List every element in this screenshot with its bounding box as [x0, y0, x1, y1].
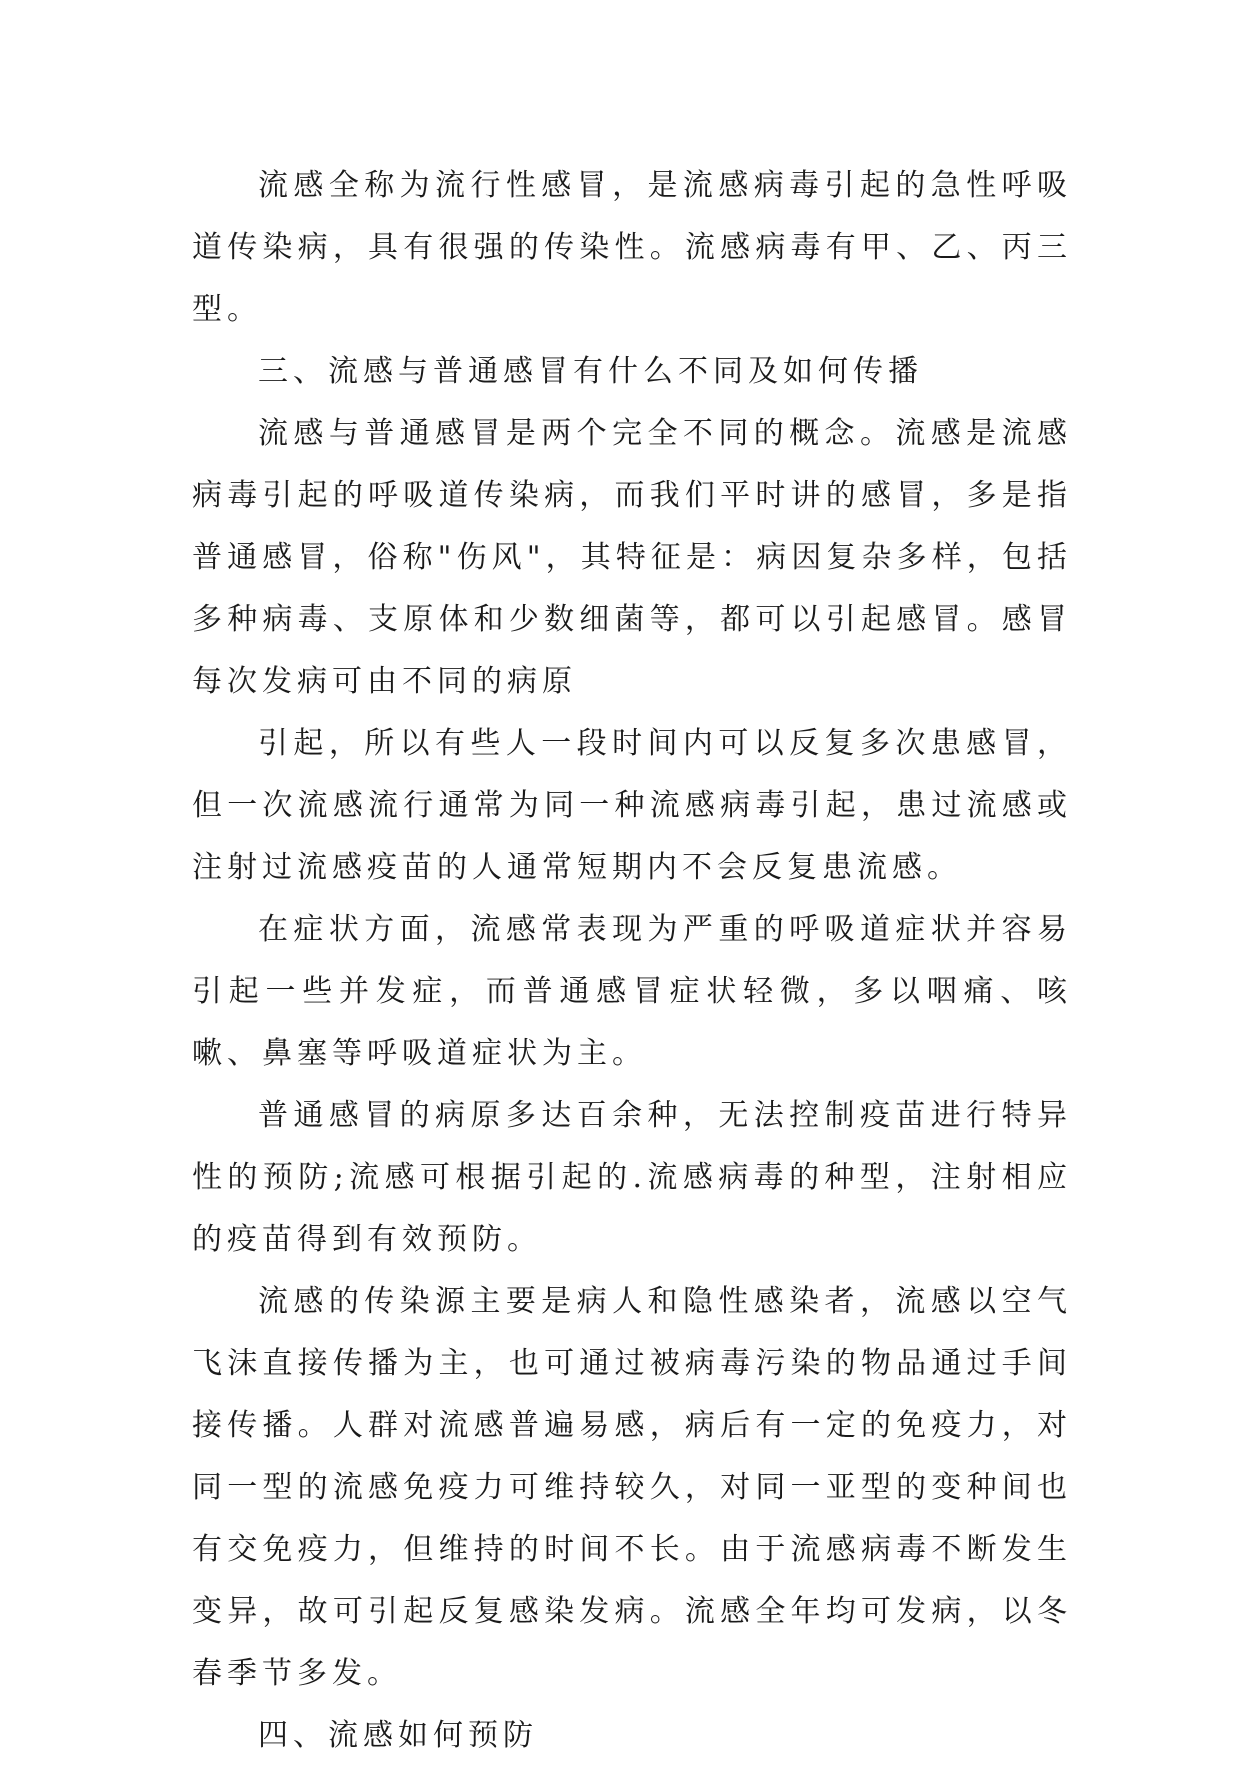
section-heading-4: 四、流感如何预防	[258, 1718, 538, 1753]
paragraph-transmission: 流感的传染源主要是病人和隐性感染者，流感以空气飞沫直接传播为主，也可通过被病毒污染的物品通过手间接传播。人群对流感普遍易感，病后有一定的免疫力，对同一型的流感免疫力可维持较久，对同一亚型的变种间也有交免疫力，但维持的时间不长。由于流感病毒不断发生变异，故可引起反复感染发病。流感全年均可发病，以冬春季节多发。	[192, 1284, 1072, 1691]
paragraph-prevention-vaccine: 普通感冒的病原多达百余种，无法控制疫苗进行特异性的预防;流感可根据引起的.流感病毒的种型，注射相应的疫苗得到有效预防。	[192, 1098, 1072, 1257]
document-body	[192, 155, 1072, 1767]
paragraph-symptoms: 在症状方面，流感常表现为严重的呼吸道症状并容易引起一些并发症，而普通感冒症状轻微，多以咽痛、咳嗽、鼻塞等呼吸道症状为主。	[192, 912, 1072, 1071]
section-heading-3: 三、流感与普通感冒有什么不同及如何传播	[258, 354, 923, 389]
paragraph-flu-definition: 流感全称为流行性感冒，是流感病毒引起的急性呼吸道传染病，具有很强的传染性。流感病毒有甲、乙、丙三型。	[192, 168, 1072, 327]
paragraph-repeat-infection: 引起，所以有些人一段时间内可以反复多次患感冒，但一次流感流行通常为同一种流感病毒引起，患过流感或注射过流感疫苗的人通常短期内不会反复患流感。	[192, 726, 1072, 885]
paragraph-flu-vs-cold: 流感与普通感冒是两个完全不同的概念。流感是流感病毒引起的呼吸道传染病，而我们平时讲的感冒，多是指普通感冒，俗称"伤风"，其特征是：病因复杂多样，包括多种病毒、支原体和少数细菌等，都可以引起感冒。感冒每次发病可由不同的病原	[192, 416, 1072, 699]
